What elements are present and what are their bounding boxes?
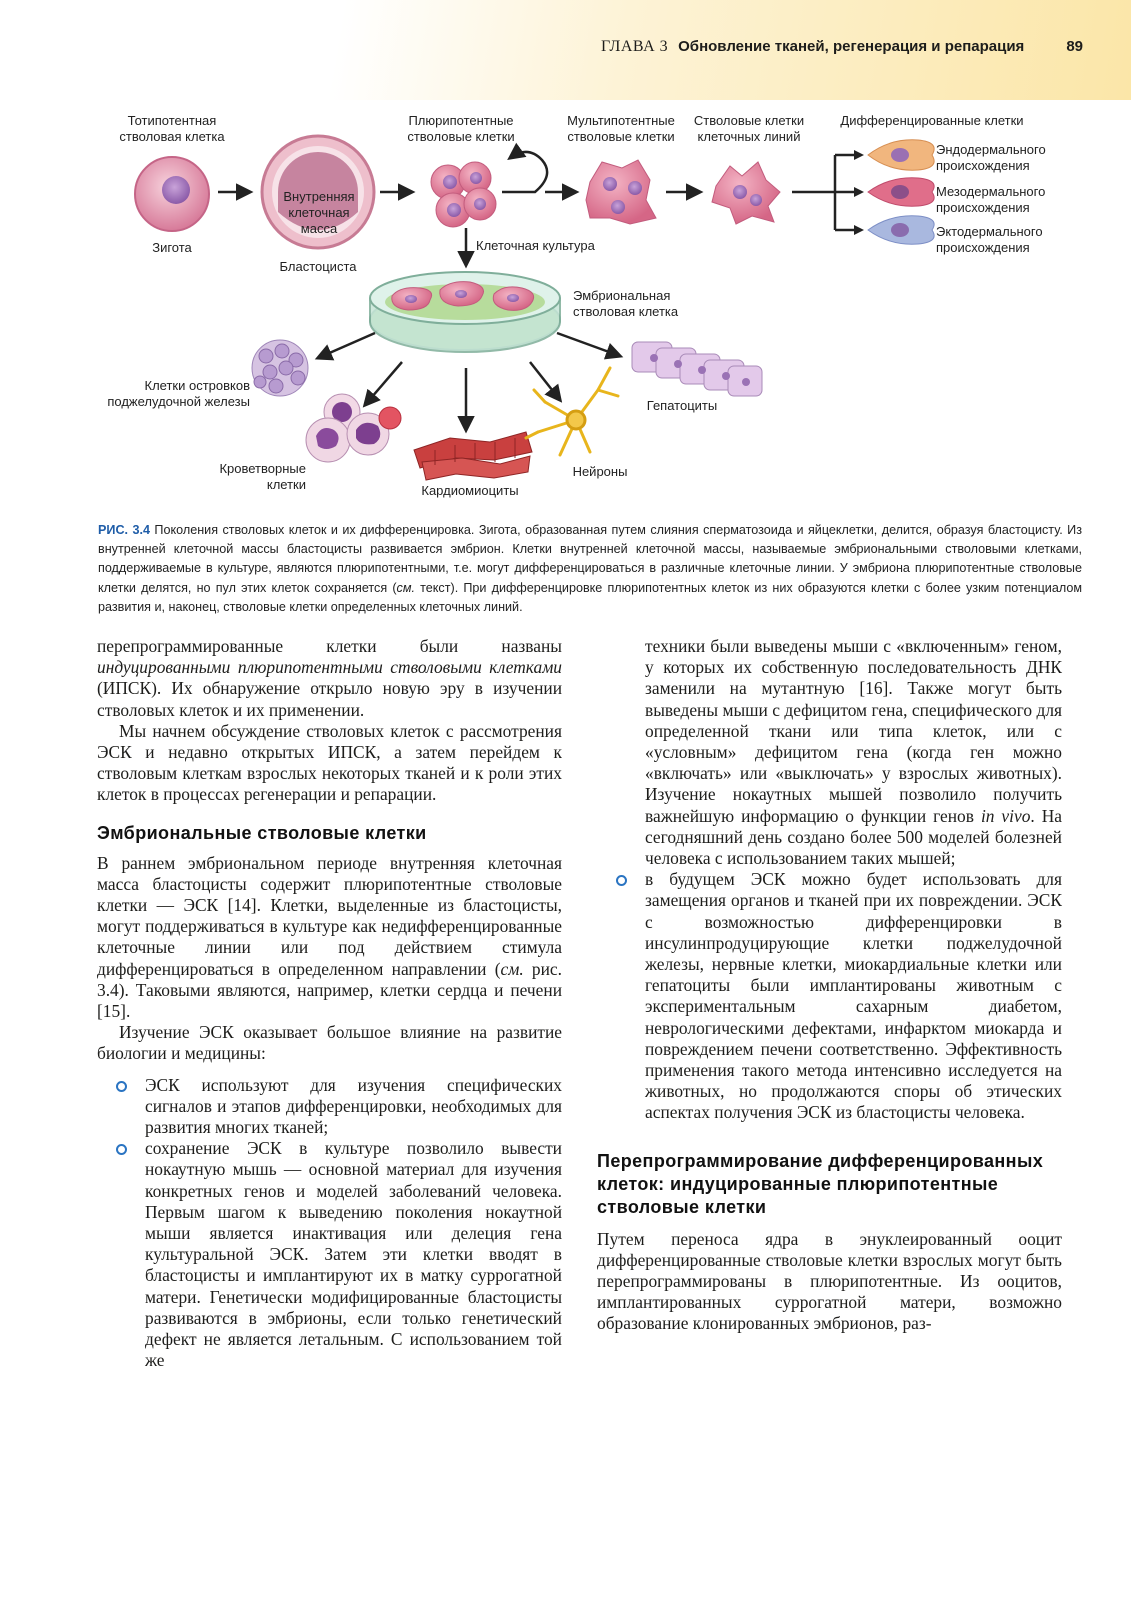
paragraph-esc-impact: Изучение ЭСК оказывает большое влияние на развитие биологии и медицины: [97, 1022, 562, 1064]
caption-see: см. [396, 580, 415, 595]
caption-text: Поколения стволовых клеток и их дифференцировка. Зигота, образованная путем слияния сперматозоида и яйцеклетки, делится, образуя бластоцисту. Из внутренней клеточной массы бластоцисты развивается эмбрион. Клетки внутренней клеточной массы, называемые эмбриональными стволовыми клетками, поддерживаемые в культуре, являются плюрипотентными, т.е. могут дифференцироваться в различные клеточные линии. У эмбриона плюрипотентные стволовые клетки делятся, но пул этих клеток сохраняется ( [98, 523, 1082, 595]
stem-cell-figure [90, 100, 1080, 505]
hematopoietic-cells [306, 394, 401, 462]
label-mesoderm-2: происхождения [936, 200, 1030, 215]
page-number: 89 [1066, 38, 1083, 55]
label-totipotent-1: Тотипотентная [127, 113, 217, 128]
label-totipotent-2: стволовая клетка [119, 129, 225, 144]
label-pluripotent-2: стволовые клетки [407, 129, 515, 144]
neuron [526, 368, 618, 455]
chapter-label: ГЛАВА 3 [600, 38, 669, 55]
bullet-item: ЭСК используют для изучения специфических сигналов и этапов дифференцировки, необходимых для развития многих тканей; [97, 1075, 562, 1139]
heading-reprogramming: Перепрограммирование дифференцированных клеток: индуцированные плюрипотентные стволовые клетки [597, 1150, 1044, 1217]
hepatocytes [632, 342, 762, 396]
multipotent-cells [586, 160, 656, 224]
paragraph-esc: В раннем эмбриональном периоде внутренняя клеточная масса бластоцисты содержит плюрипотентные стволовые клетки — ЭСК [14]. Клетки, выделенные из бластоцисты, могут поддерживаться в культуре как недифференцированные клеточные линии или под действием стимула дифференцироваться в определенном направлении (см. рис. 3.4). Таковыми являются, например, клетки сердца и печени [15]. [97, 852, 562, 1022]
label-multipotent-1: Мультипотентные [567, 113, 675, 128]
label-zygote: Зигота [152, 240, 192, 255]
label-hepatocytes: Гепатоциты [646, 398, 718, 413]
cardiomyocytes [414, 432, 532, 480]
arrow-to-blood [365, 362, 402, 405]
petri-dish [370, 272, 560, 352]
label-blastocyst: Бластоциста [279, 259, 357, 274]
label-culture: Клеточная культура [476, 238, 595, 253]
label-multipotent-2: стволовые клетки [567, 129, 675, 144]
label-ectoderm-2: происхождения [936, 240, 1030, 255]
left-column [97, 636, 562, 1372]
right-column [597, 636, 1062, 1335]
arrow-to-neurons [530, 362, 560, 400]
in-vivo-term: in vivo [980, 805, 1031, 826]
zygote-cell [135, 157, 209, 231]
label-esc-1: Эмбриональная [573, 288, 671, 303]
label-differentiated: Дифференцированные клетки [840, 113, 1024, 128]
label-mesoderm-1: Мезодермального [936, 184, 1046, 199]
arrow-to-hepatocytes [557, 333, 620, 356]
bullet-item: в будущем ЭСК можно будет использовать для замещения органов и тканей при их повреждении. ЭСК с возможностью дифференцировки в инсулинпродуцирующие клетки поджелудочной железы, нервные клетки, миокардиальные клетки или гепатоциты были имплантированы животным с экспериментальным сахарным диабетом, неврологическими дефектами, инфарктом миокарда и повреждением печени соответственно. Эффективность применения такого метода интенсивно исследуется на животных, но продолжаются споры об этических аспектах получения ЭСК из бластоцисты человека. [597, 869, 1062, 1123]
pluripotent-cells [431, 162, 496, 227]
bullet-list-left [97, 1075, 562, 1372]
label-endoderm-1: Эндодермального [936, 142, 1046, 157]
paragraph-reprogramming: Путем переноса ядра в энуклеированный ооцит дифференцированные стволовые клетки взрослых могут быть перепрограммированы в плюрипотентные. Из ооцитов, имплантированных суррогатной матери, возможно образование клонированных эмбрионов, раз- [597, 1228, 1062, 1334]
chapter-title: Обновление тканей, регенерация и репарация [678, 38, 1025, 55]
label-blood-2: клетки [266, 477, 306, 492]
mesoderm-cell [868, 178, 934, 206]
label-islets-2: поджелудочной железы [107, 394, 250, 409]
icm-label-2: клеточная [288, 205, 350, 220]
endoderm-cell [868, 140, 934, 170]
icm-label-3: масса [300, 221, 338, 236]
self-renewal-loop [502, 152, 547, 192]
bullet-item: сохранение ЭСК в культуре позволило вывести нокаутную мышь — основной материал для изучения конкретных генов и моделей заболеваний человека. Первым шагом к выведению поколения нокаутной мыши является инактивация или делеция гена культуральной ЭСК. Затем эти клетки вводят в бластоцисты и имплантируют их в матку суррогатной матери. Генетически модифицированные бластоцисты развиваются в эмбрионы, если только генетический дефект не является летальным. С использованием той же [97, 1138, 562, 1371]
label-ectoderm-1: Эктодермального [936, 224, 1043, 239]
label-neurons: Нейроны [572, 464, 628, 479]
label-blood-1: Кроветворные [219, 461, 306, 476]
branch-lines [792, 155, 855, 230]
running-head [601, 38, 1083, 56]
paragraph-ipsc-intro: перепрограммированные клетки были названы индуцированными плюрипотентными стволовыми клетками (ИПСК). Их обнаружение открыло новую эру в изучении стволовых клеток и их применении. [97, 636, 562, 720]
caption-label: РИС. 3.4 [98, 523, 150, 537]
paragraph-overview: Мы начнем обсуждение стволовых клеток с рассмотрения ЭСК и недавно открытых ИПСК, а затем перейдем к стволовым клеткам взрослых некоторых тканей и к роли этих клеток в процессах регенерации и репарации. [97, 720, 562, 805]
ipsc-term: индуцированными плюрипотентными стволовыми клетками [97, 657, 562, 678]
islet-cells [252, 340, 308, 396]
arrow-to-islets [318, 333, 375, 358]
label-pluripotent-1: Плюрипотентные [408, 113, 514, 128]
icm-label-1: Внутренняя [283, 189, 355, 204]
label-esc-2: стволовая клетка [573, 304, 679, 319]
bullet-item-continued: техники были выведены мыши с «включенным» геном, у которых их собственную последовательность ДНК заменили на мутантную [16]. Также могут быть выведены мыши с дефицитом гена, специфического для определенной ткани или типа клеток, или с «условным» дефицитом гена (когда ген можно «включать» или «выключать» у взрослых животных). Изучение нокаутных мышей позволило получить важнейшую информацию о функции генов in vivo. На сегодняшний день создано более 500 моделей болезней человека с использованием таких мышей; [645, 636, 1062, 869]
figure-caption [98, 521, 1082, 617]
lineage-stem-cells [712, 162, 780, 224]
label-endoderm-2: происхождения [936, 158, 1030, 173]
heading-esc: Эмбриональные стволовые клетки [97, 822, 427, 843]
caption-text-2: текст). При дифференцировке плюрипотентных клеток из них образуются клетки с более узким потенциалом развития и, наконец, стволовые клетки определенных клеточных линий. [98, 580, 1082, 614]
ectoderm-cell [868, 216, 934, 244]
label-lineage-1: Стволовые клетки [693, 113, 805, 128]
bullet-list-right [597, 636, 1062, 1124]
label-islets-1: Клетки островков [144, 378, 250, 393]
label-cardio: Кардиомиоциты [421, 483, 519, 498]
label-lineage-2: клеточных линий [697, 129, 801, 144]
